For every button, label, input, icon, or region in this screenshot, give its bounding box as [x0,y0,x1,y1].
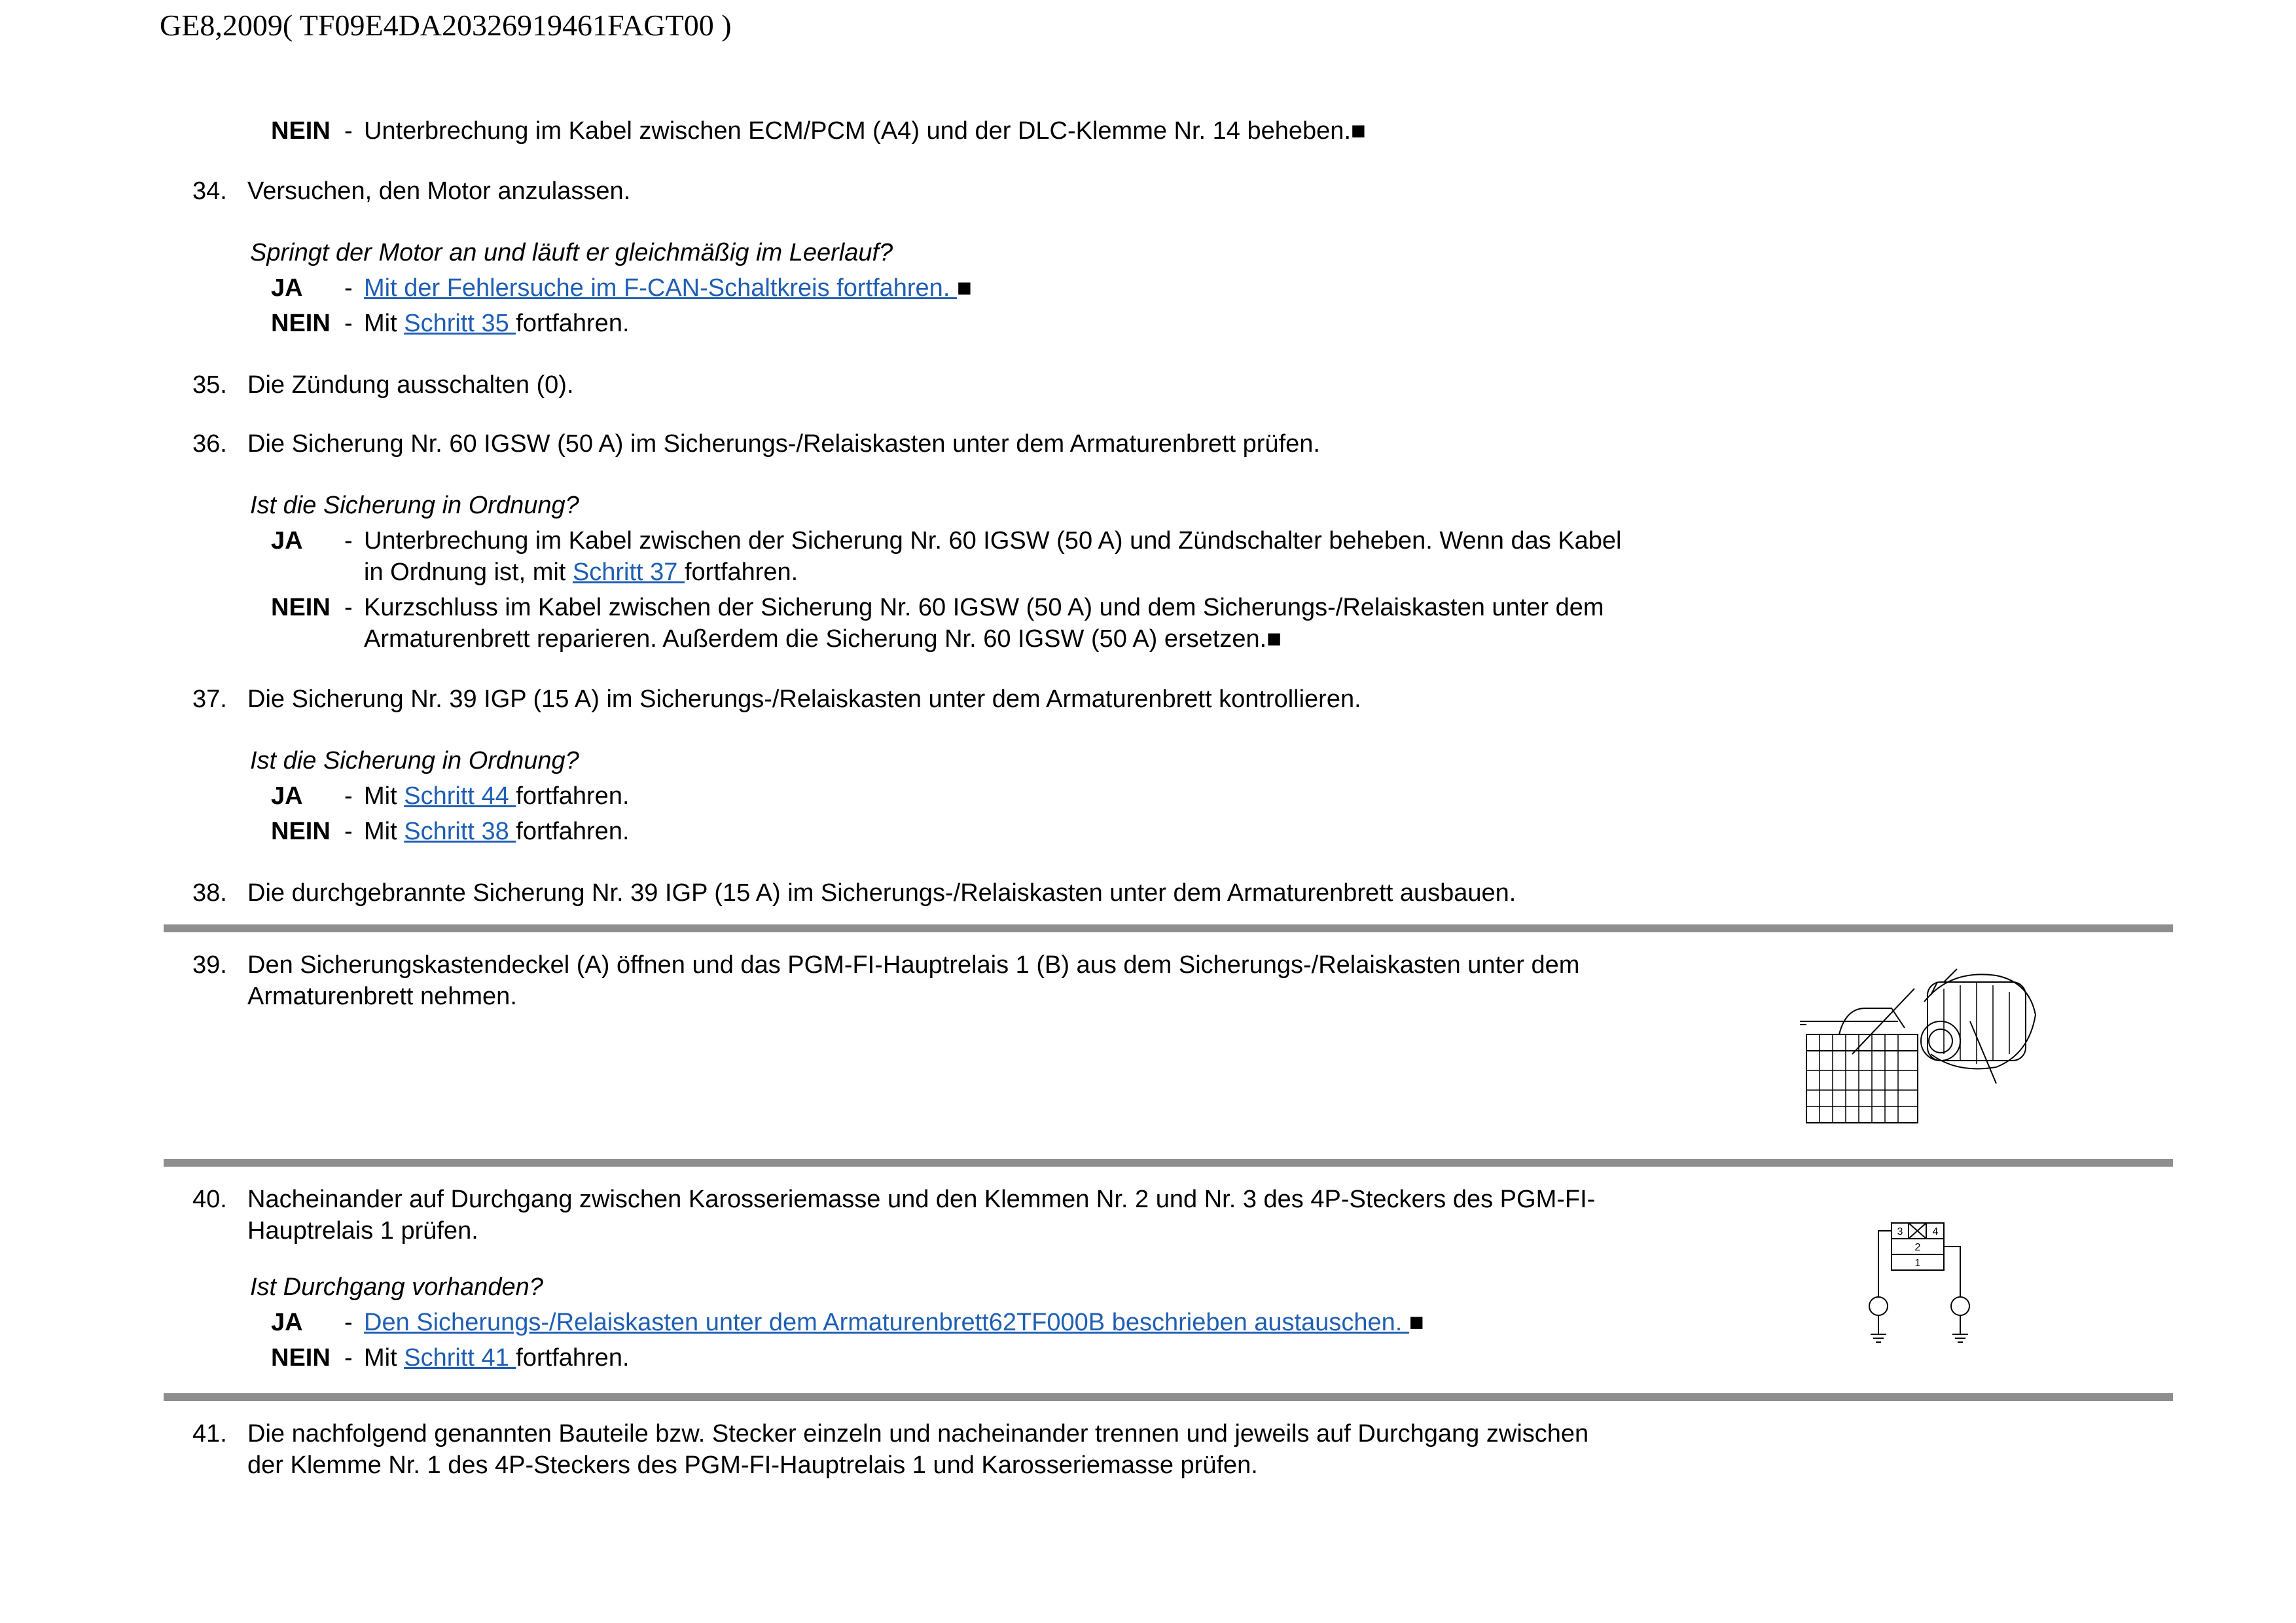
step-37-nein-label: NEIN [271,818,331,845]
suffix: fortfahren. [516,818,630,845]
step-37-nein-answer [364,816,630,847]
prefix: Mit [364,310,404,337]
step-34-nein-label: NEIN [271,310,331,337]
replace-fuse-box-link[interactable]: Den Sicherungs-/Relaiskasten unter dem Armaturenbrett62TF000B beschrieben austauschen. [364,1309,1409,1336]
step-38-link[interactable]: Schritt 38 [404,818,516,845]
dash: - [344,310,353,337]
step-37-text: Die Sicherung Nr. 39 IGP (15 A) im Sicherungs-/Relaiskasten unter dem Armaturenbrett kontrollieren. [247,685,1361,713]
step-37-link[interactable]: Schritt 37 [572,558,685,586]
step-41-link[interactable]: Schritt 41 [404,1344,516,1372]
nein-answer: Unterbrechung im Kabel zwischen ECM/PCM (A4) und der DLC-Klemme Nr. 14 beheben.■ [364,117,1366,145]
step-40-ja-answer [364,1307,1424,1338]
dash: - [344,782,353,810]
step-37-question: Ist die Sicherung in Ordnung? [250,747,579,775]
end-marker: ■ [956,274,972,302]
step-34-nein-answer [364,308,630,339]
dash: - [344,1309,353,1336]
step-40-nein-answer [364,1342,630,1374]
step-35-text: Die Zündung ausschalten (0). [247,371,574,399]
dash: - [344,1344,353,1372]
step-37-ja-answer [364,780,630,812]
step-44-link[interactable]: Schritt 44 [404,782,516,810]
dash: - [344,117,353,145]
step-39-line1: Den Sicherungskastendeckel (A) öffnen und das PGM-FI-Hauptrelais 1 (B) aus dem Sicherungs-/Relaiskasten unter dem [247,951,1580,979]
step-38-number: 38. [192,879,227,907]
step-38-text: Die durchgebrannte Sicherung Nr. 39 IGP (15 A) im Sicherungs-/Relaiskasten unter dem Armaturenbrett ausbauen. [247,879,1516,907]
section-separator [164,924,2173,932]
step-36-nein-line2: Armaturenbrett reparieren. Außerdem die Sicherung Nr. 60 IGSW (50 A) ersetzen.■ [364,625,1282,653]
document-header: GE8,2009( TF09E4DA20326919461FAGT00 ) [160,9,732,42]
prefix: Mit [364,818,404,845]
step-35-number: 35. [192,371,227,399]
step-35-link[interactable]: Schritt 35 [404,310,516,337]
pin-3-label: 3 [1897,1226,1903,1237]
step-36-text: Die Sicherung Nr. 60 IGSW (50 A) im Sicherungs-/Relaiskasten unter dem Armaturenbrett prüfen. [247,430,1320,458]
nein-label: NEIN [271,117,331,145]
suffix: fortfahren. [516,310,630,337]
dash: - [344,818,353,845]
step-36-ja-label: JA [271,527,303,555]
suffix: fortfahren. [684,558,798,586]
step-39-line2: Armaturenbrett nehmen. [247,983,517,1010]
prefix: in Ordnung ist, mit [364,558,573,586]
step-40-ja-label: JA [271,1309,303,1336]
step-41-number: 41. [192,1420,227,1448]
pin-1-label: 1 [1914,1258,1921,1269]
step-36-ja-line2 [364,556,798,588]
step-37-ja-label: JA [271,782,303,810]
step-36-nein-line1: Kurzschluss im Kabel zwischen der Sicherung Nr. 60 IGSW (50 A) und dem Sicherungs-/Relaiskasten unter dem [364,594,1604,621]
step-36-question: Ist die Sicherung in Ordnung? [250,492,579,519]
step-34-text: Versuchen, den Motor anzulassen. [247,177,631,205]
step-41-line1: Die nachfolgend genannten Bauteile bzw. Stecker einzeln und nacheinander trennen und jeweils auf Durchgang zwischen [247,1420,1589,1448]
step-40-line1: Nacheinander auf Durchgang zwischen Karosseriemasse und den Klemmen Nr. 2 und Nr. 3 des 4P-Steckers des PGM-FI- [247,1186,1596,1213]
prefix: Mit [364,782,404,810]
section-separator [164,1159,2173,1167]
step-37-number: 37. [192,685,227,713]
prefix: Mit [364,1344,404,1372]
dash: - [344,527,353,555]
suffix: fortfahren. [516,782,630,810]
suffix: fortfahren. [516,1344,630,1372]
step-40-line2: Hauptrelais 1 prüfen. [247,1217,478,1245]
f-can-troubleshooting-link[interactable]: Mit der Fehlersuche im F-CAN-Schaltkreis fortfahren. [364,274,957,302]
connector-continuity-diagram [1852,1218,1983,1349]
step-34-number: 34. [192,177,227,205]
step-39-number: 39. [192,951,227,979]
dash: - [344,594,353,621]
step-36-nein-label: NEIN [271,594,331,621]
step-34-ja-label: JA [271,274,303,302]
step-34-question: Springt der Motor an und läuft er gleichmäßig im Leerlauf? [250,239,893,266]
step-40-question: Ist Durchgang vorhanden? [250,1273,543,1301]
step-40-number: 40. [192,1186,227,1213]
step-34-ja-answer [364,272,972,304]
step-36-ja-line1: Unterbrechung im Kabel zwischen der Sicherung Nr. 60 IGSW (50 A) und Zündschalter beheben. Wenn das Kabel [364,527,1622,555]
pin-4-label: 4 [1932,1226,1939,1237]
dash: - [344,274,353,302]
fuse-box-illustration [1800,962,2049,1133]
pin-2-label: 2 [1914,1242,1921,1253]
step-40-nein-label: NEIN [271,1344,331,1372]
step-36-number: 36. [192,430,227,458]
section-separator [164,1393,2173,1401]
step-41-line2: der Klemme Nr. 1 des 4P-Steckers des PGM-FI-Hauptrelais 1 und Karosseriemasse prüfen. [247,1451,1258,1479]
end-marker: ■ [1408,1309,1424,1336]
